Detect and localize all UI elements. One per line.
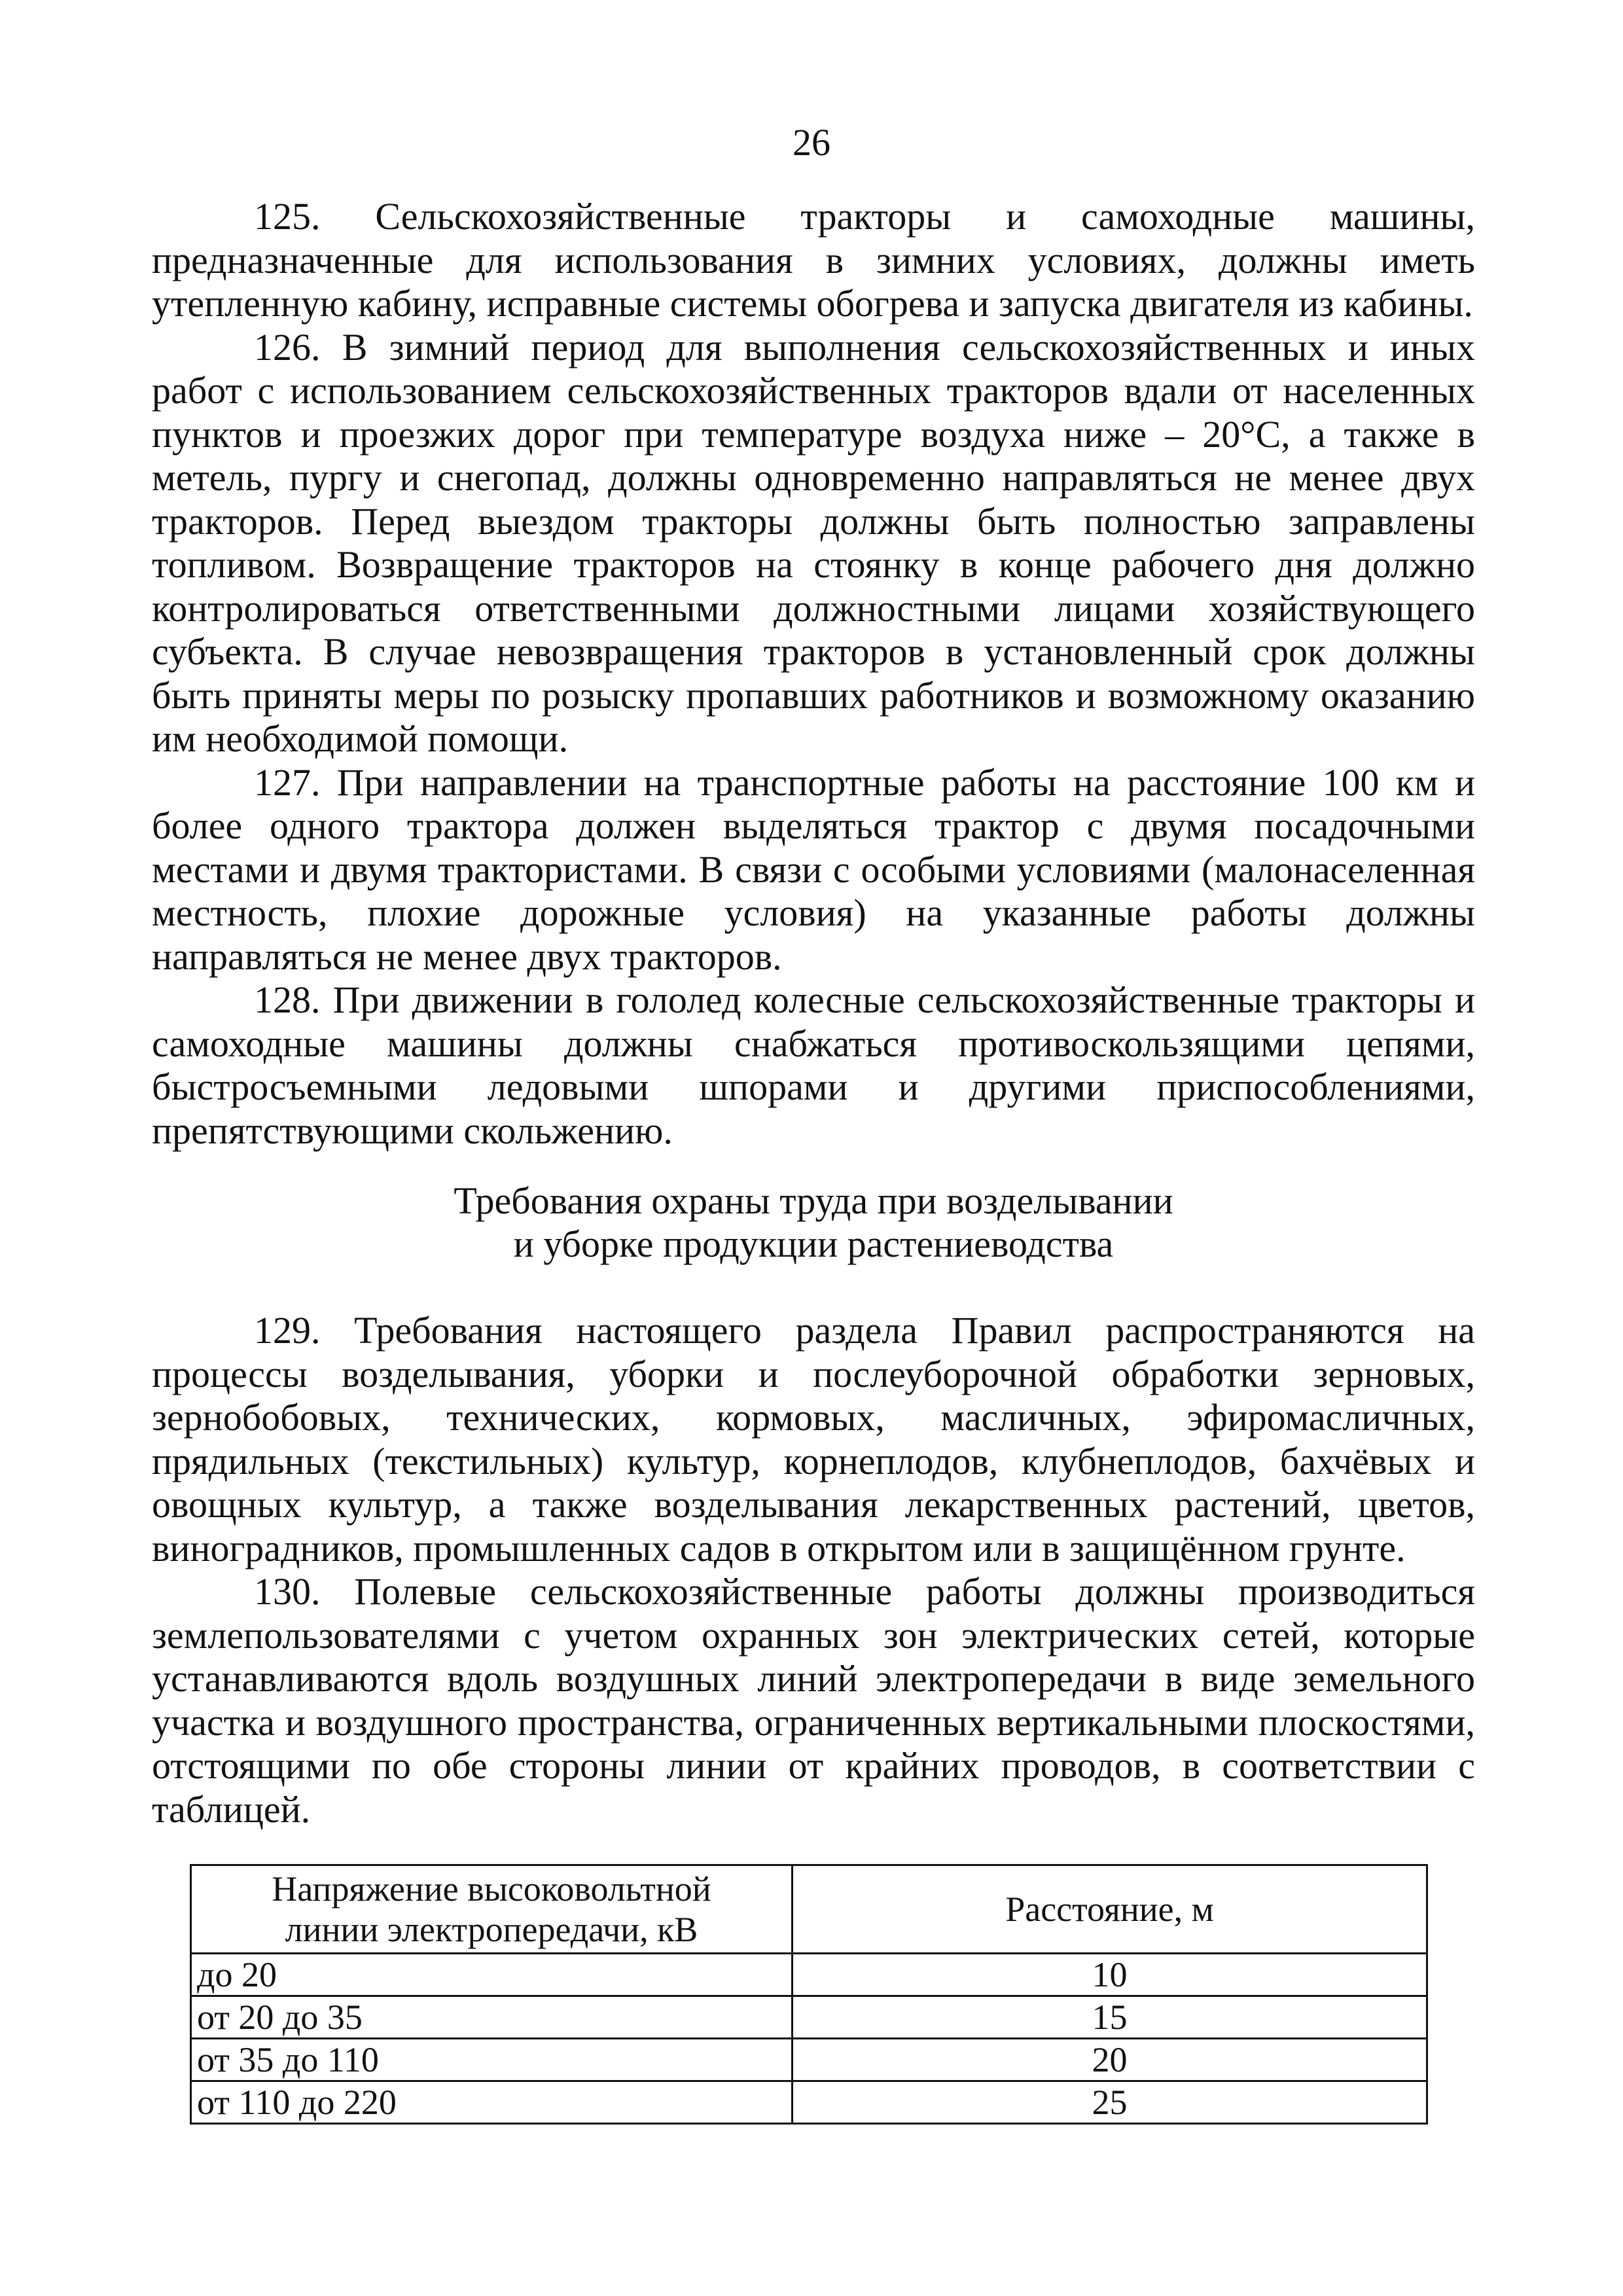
paragraph-130: 130. Полевые сельскохозяйственные работы должны производиться землепользователями с учетом охранных зон электрических сетей, которые устанавливаются вдоль воздушных линий электропередачи в виде земельного участка и воздушного пространства, ограниченных вертикальными плоскостями, отстоящими по обе стороны линии от крайних проводов, в соответствии с таблицей.	[152, 1570, 1475, 1831]
table-row	[191, 1954, 1427, 1996]
cell-distance: 15	[793, 1996, 1427, 2039]
paragraph-127: 127. При направлении на транспортные работы на расстояние 100 км и более одного трактора должен выделяться трактор с двумя посадочными местами и двумя трактористами. В связи с особыми условиями (малонаселенная местность, плохие дорожные условия) на указанные работы должны направляться не менее двух тракторов.	[152, 761, 1475, 978]
body-text-lower	[152, 1309, 1475, 1831]
header-distance: Расстояние, м	[793, 1865, 1427, 1954]
table-row	[191, 2039, 1427, 2081]
section-heading-line2: и уборке продукции растениеводства	[513, 1223, 1114, 1265]
page-number: 26	[793, 121, 830, 164]
table-row	[191, 1996, 1427, 2039]
cell-distance: 10	[793, 1954, 1427, 1996]
cell-voltage: до 20	[191, 1954, 793, 1996]
table-row	[191, 2081, 1427, 2124]
cell-voltage: от 20 до 35	[191, 1996, 793, 2039]
voltage-distance-table	[190, 1864, 1428, 2125]
section-heading	[152, 1179, 1475, 1266]
paragraph-129: 129. Требования настоящего раздела Правил распространяются на процессы возделывания, уборки и послеуборочной обработки зерновых, зернобобовых, технических, кормовых, масличных, эфиромасличных, прядильных (текстильных) культур, корнеплодов, клубнеплодов, бахчёвых и овощных культур, а также возделывания лекарственных растений, цветов, виноградников, промышленных садов в открытом или в защищённом грунте.	[152, 1309, 1475, 1570]
cell-voltage: от 110 до 220	[191, 2081, 793, 2124]
paragraph-125: 125. Сельскохозяйственные тракторы и самоходные машины, предназначенные для использования в зимних условиях, должны иметь утепленную кабину, исправные системы обогрева и запуска двигателя из кабины.	[152, 195, 1475, 325]
body-text-upper	[152, 195, 1475, 1153]
cell-distance: 20	[793, 2039, 1427, 2081]
paragraph-128: 128. При движении в гололед колесные сельскохозяйственные тракторы и самоходные машины должны снабжаться противоскользящими цепями, быстросъемными ледовыми шпорами и другими приспособлениями, препятствующими скольжению.	[152, 978, 1475, 1152]
section-heading-line1: Требования охраны труда при возделывании	[454, 1179, 1173, 1222]
table-header-row	[191, 1865, 1427, 1954]
header-voltage-line1: Напряжение высоковольтной	[272, 1869, 711, 1909]
cell-voltage: от 35 до 110	[191, 2039, 793, 2081]
paragraph-126: 126. В зимний период для выполнения сельскохозяйственных и иных работ с использованием сельскохозяйственных тракторов вдали от населенных пунктов и проезжих дорог при температуре воздуха ниже – 20°С, а также в метель, пургу и снегопад, должны одновременно направляться не менее двух тракторов. Перед выездом тракторы должны быть полностью заправлены топливом. Возвращение тракторов на стоянку в конце рабочего дня должно контролироваться ответственными должностными лицами хозяйствующего субъекта. В случае невозвращения тракторов в установленный срок должны быть приняты меры по розыску пропавших работников и возможному оказанию им необходимой помощи.	[152, 325, 1475, 760]
header-voltage-line2: линии электропередачи, кВ	[285, 1910, 698, 1949]
header-voltage	[191, 1865, 793, 1954]
cell-distance: 25	[793, 2081, 1427, 2124]
